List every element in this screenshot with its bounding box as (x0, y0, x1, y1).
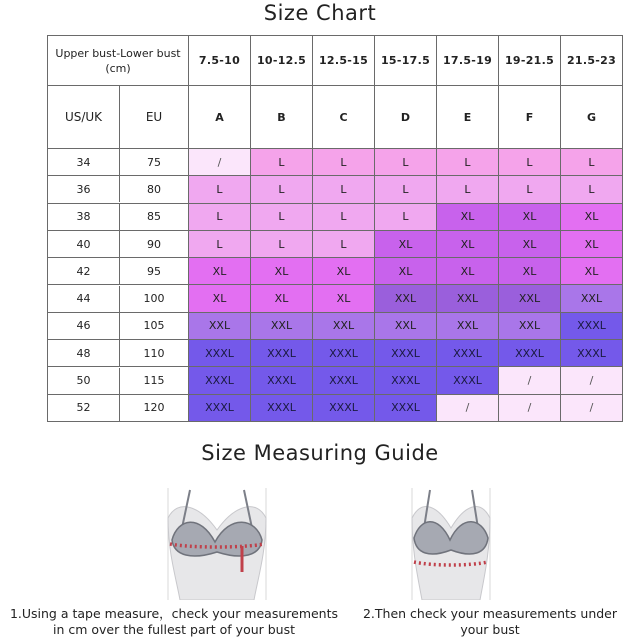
eu-size: 75 (147, 155, 161, 169)
size-cell-unavailable: / (499, 394, 561, 421)
size-cell: L (375, 203, 437, 230)
us-uk-size: 38 (48, 204, 120, 230)
size-cell: XXXL (561, 340, 623, 367)
size-cell: L (251, 176, 313, 203)
cup-header: F (499, 86, 561, 149)
us-uk-size: 50 (48, 368, 120, 394)
band-cell (48, 367, 189, 394)
range-header: 17.5-19 (437, 36, 499, 86)
size-cell: XXXL (313, 367, 375, 394)
size-row (48, 394, 623, 421)
band-header-cell (48, 86, 189, 149)
us-uk-size: 44 (48, 286, 120, 312)
us-uk-size: 46 (48, 313, 120, 339)
size-cell: XXXL (375, 340, 437, 367)
eu-header: EU (145, 110, 163, 124)
size-cell: XL (499, 203, 561, 230)
size-cell-unavailable: / (561, 367, 623, 394)
band-cell (48, 285, 189, 312)
size-cell: XL (375, 258, 437, 285)
size-cell: L (561, 149, 623, 176)
size-cell: XXL (499, 285, 561, 312)
size-cell: XXXL (251, 394, 313, 421)
size-cell: L (313, 230, 375, 257)
header-row-cups (48, 86, 623, 149)
size-cell-unavailable: / (561, 394, 623, 421)
size-chart-title: Size Chart (263, 1, 377, 25)
size-row (48, 230, 623, 257)
size-cell: XXL (437, 312, 499, 339)
size-cell: XL (313, 258, 375, 285)
step-1-line-1: 1.Using a tape measure，check your measurements (9, 606, 339, 621)
size-cell: XXL (499, 312, 561, 339)
eu-size: 105 (143, 319, 165, 333)
underbust-measure-figure (406, 488, 496, 600)
size-cell: XL (561, 203, 623, 230)
band-cell (48, 230, 189, 257)
size-row (48, 203, 623, 230)
size-cell: XXXL (251, 340, 313, 367)
size-cell: XXL (251, 312, 313, 339)
size-row (48, 312, 623, 339)
band-cell (48, 340, 189, 367)
size-cell: L (499, 176, 561, 203)
cup-header: C (313, 86, 375, 149)
size-cell-unavailable: / (437, 394, 499, 421)
bust-measure-figure (160, 488, 274, 600)
us-uk-size: 34 (48, 149, 120, 175)
us-uk-size: 40 (48, 231, 120, 257)
band-cell (48, 203, 189, 230)
size-row (48, 367, 623, 394)
size-cell: XXXL (437, 367, 499, 394)
size-cell: XXL (189, 312, 251, 339)
size-cell: XXXL (189, 340, 251, 367)
cup-header: G (561, 86, 623, 149)
size-row (48, 149, 623, 176)
size-cell: XL (561, 258, 623, 285)
corner-unit: (cm) (105, 61, 131, 75)
size-cell-unavailable: / (499, 367, 561, 394)
range-header: 19-21.5 (499, 36, 561, 86)
band-cell (48, 149, 189, 176)
size-cell: XXXL (561, 312, 623, 339)
size-cell: XXL (561, 285, 623, 312)
size-cell: XXL (437, 285, 499, 312)
band-cell (48, 176, 189, 203)
range-header: 10-12.5 (251, 36, 313, 86)
size-cell: XL (189, 258, 251, 285)
step-2-caption (340, 606, 640, 638)
step-1-caption (2, 606, 346, 638)
size-row (48, 340, 623, 367)
band-cell (48, 312, 189, 339)
size-cell: XL (499, 258, 561, 285)
corner-label: Upper bust-Lower bust (55, 46, 181, 60)
size-cell: L (313, 176, 375, 203)
eu-size: 120 (143, 401, 165, 415)
cup-header: D (375, 86, 437, 149)
step-1-line-2: in cm over the fullest part of your bust (52, 622, 296, 637)
size-cell: L (437, 176, 499, 203)
size-cell: L (437, 149, 499, 176)
size-cell: L (375, 149, 437, 176)
size-cell: XXXL (499, 340, 561, 367)
size-cell: XXXL (313, 394, 375, 421)
torso-shape (412, 507, 490, 600)
size-row (48, 176, 623, 203)
size-cell: XXL (313, 312, 375, 339)
size-cell: XXL (375, 312, 437, 339)
size-cell: XL (251, 285, 313, 312)
size-cell: XL (561, 230, 623, 257)
eu-size: 115 (143, 374, 165, 388)
size-cell: XXXL (375, 367, 437, 394)
size-cell: XXXL (437, 340, 499, 367)
size-cell: XL (313, 285, 375, 312)
size-cell: L (251, 230, 313, 257)
size-cell: XL (437, 230, 499, 257)
size-rows (48, 149, 623, 422)
size-cell: L (189, 230, 251, 257)
range-header: 15-17.5 (375, 36, 437, 86)
band-cell (48, 258, 189, 285)
eu-size: 85 (147, 210, 161, 224)
corner-header-cell (48, 36, 189, 86)
eu-size: 110 (143, 346, 165, 360)
size-cell: XXL (375, 285, 437, 312)
size-cell: XXXL (189, 394, 251, 421)
size-cell: XL (251, 258, 313, 285)
step-2-line-2: your bust (460, 622, 520, 637)
range-header: 21.5-23 (561, 36, 623, 86)
eu-size: 90 (147, 237, 161, 251)
range-header: 7.5-10 (189, 36, 251, 86)
size-cell: XXXL (375, 394, 437, 421)
size-cell: XXXL (251, 367, 313, 394)
size-cell: XL (499, 230, 561, 257)
bra-cups (172, 522, 262, 556)
eu-size: 95 (147, 264, 161, 278)
eu-size: 100 (143, 292, 165, 306)
size-cell: XL (189, 285, 251, 312)
bra-cups (414, 522, 488, 554)
size-cell: XL (437, 203, 499, 230)
size-cell: L (189, 176, 251, 203)
cup-header: A (189, 86, 251, 149)
size-cell: L (251, 203, 313, 230)
size-cell: L (313, 203, 375, 230)
range-header: 12.5-15 (313, 36, 375, 86)
us-uk-size: 52 (48, 395, 120, 421)
size-row (48, 285, 623, 312)
size-cell: XXXL (313, 340, 375, 367)
size-cell-unavailable: / (189, 149, 251, 176)
us-uk-header: US/UK (48, 86, 120, 148)
step-2-line-1: 2.Then check your measurements under (362, 606, 618, 621)
size-cell: L (189, 203, 251, 230)
size-cell: L (499, 149, 561, 176)
size-cell: XL (375, 230, 437, 257)
us-uk-size: 48 (48, 340, 120, 366)
cup-header: B (251, 86, 313, 149)
size-cell: L (561, 176, 623, 203)
size-cell: L (375, 176, 437, 203)
header-row-ranges (48, 36, 623, 86)
eu-size: 80 (147, 182, 161, 196)
measuring-guide-title: Size Measuring Guide (201, 441, 439, 465)
size-chart-table (47, 35, 623, 422)
size-row (48, 258, 623, 285)
size-cell: L (313, 149, 375, 176)
cup-header: E (437, 86, 499, 149)
us-uk-size: 42 (48, 258, 120, 284)
size-cell: XXXL (189, 367, 251, 394)
us-uk-size: 36 (48, 176, 120, 202)
size-cell: XL (437, 258, 499, 285)
band-cell (48, 394, 189, 421)
size-cell: L (251, 149, 313, 176)
